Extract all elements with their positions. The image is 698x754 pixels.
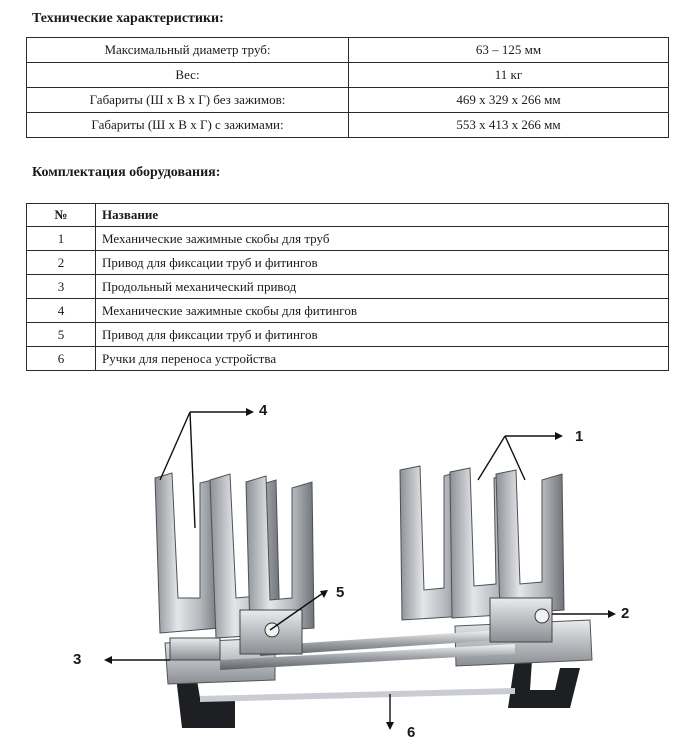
item-name: Привод для фиксации труб и фитингов (96, 251, 669, 275)
callout-label-1: 1 (575, 428, 584, 445)
drive-knob-right (535, 609, 549, 623)
table-row (27, 299, 669, 323)
column-header-number: № (27, 204, 96, 227)
table-row (27, 63, 669, 88)
clamp-brackets-right (400, 466, 564, 620)
item-name: Привод для фиксации труб и фитингов (96, 323, 669, 347)
item-number: 1 (27, 227, 96, 251)
callout-label-5: 5 (336, 584, 345, 601)
spec-label: Максимальный диаметр труб: (27, 38, 349, 63)
callout-label-2: 2 (621, 605, 630, 622)
spec-value: 63 – 125 мм (349, 38, 669, 63)
table-row (27, 227, 669, 251)
spec-value: 11 кг (349, 63, 669, 88)
column-header-name: Название (96, 204, 669, 227)
table-row (27, 38, 669, 63)
callout-label-4: 4 (259, 402, 268, 419)
kit-heading: Комплектация оборудования: (32, 165, 221, 180)
equipment-illustration (60, 398, 660, 754)
callout-label-6: 6 (407, 724, 416, 741)
table-row (27, 113, 669, 138)
spec-value: 469 х 329 х 266 мм (349, 88, 669, 113)
spec-value: 553 х 413 х 266 мм (349, 113, 669, 138)
table-row (27, 88, 669, 113)
table-row (27, 251, 669, 275)
item-name: Механические зажимные скобы для фитингов (96, 299, 669, 323)
kit-table (26, 203, 669, 371)
callout-label-3: 3 (73, 651, 82, 668)
spec-label: Габариты (Ш х В х Г) без зажимов: (27, 88, 349, 113)
longitudinal-drive (170, 638, 220, 660)
item-number: 5 (27, 323, 96, 347)
item-number: 2 (27, 251, 96, 275)
handle-bar (200, 688, 515, 702)
item-name: Механические зажимные скобы для труб (96, 227, 669, 251)
table-row (27, 347, 669, 371)
specs-heading: Технические характеристики: (32, 11, 224, 26)
item-name: Продольный механический привод (96, 275, 669, 299)
item-number: 4 (27, 299, 96, 323)
item-number: 6 (27, 347, 96, 371)
table-header-row (27, 204, 669, 227)
item-name: Ручки для переноса устройства (96, 347, 669, 371)
table-row (27, 275, 669, 299)
specs-table (26, 37, 669, 138)
item-number: 3 (27, 275, 96, 299)
carry-handle-right (508, 660, 580, 708)
spec-label: Вес: (27, 63, 349, 88)
spec-label: Габариты (Ш х В х Г) с зажимами: (27, 113, 349, 138)
table-row (27, 323, 669, 347)
